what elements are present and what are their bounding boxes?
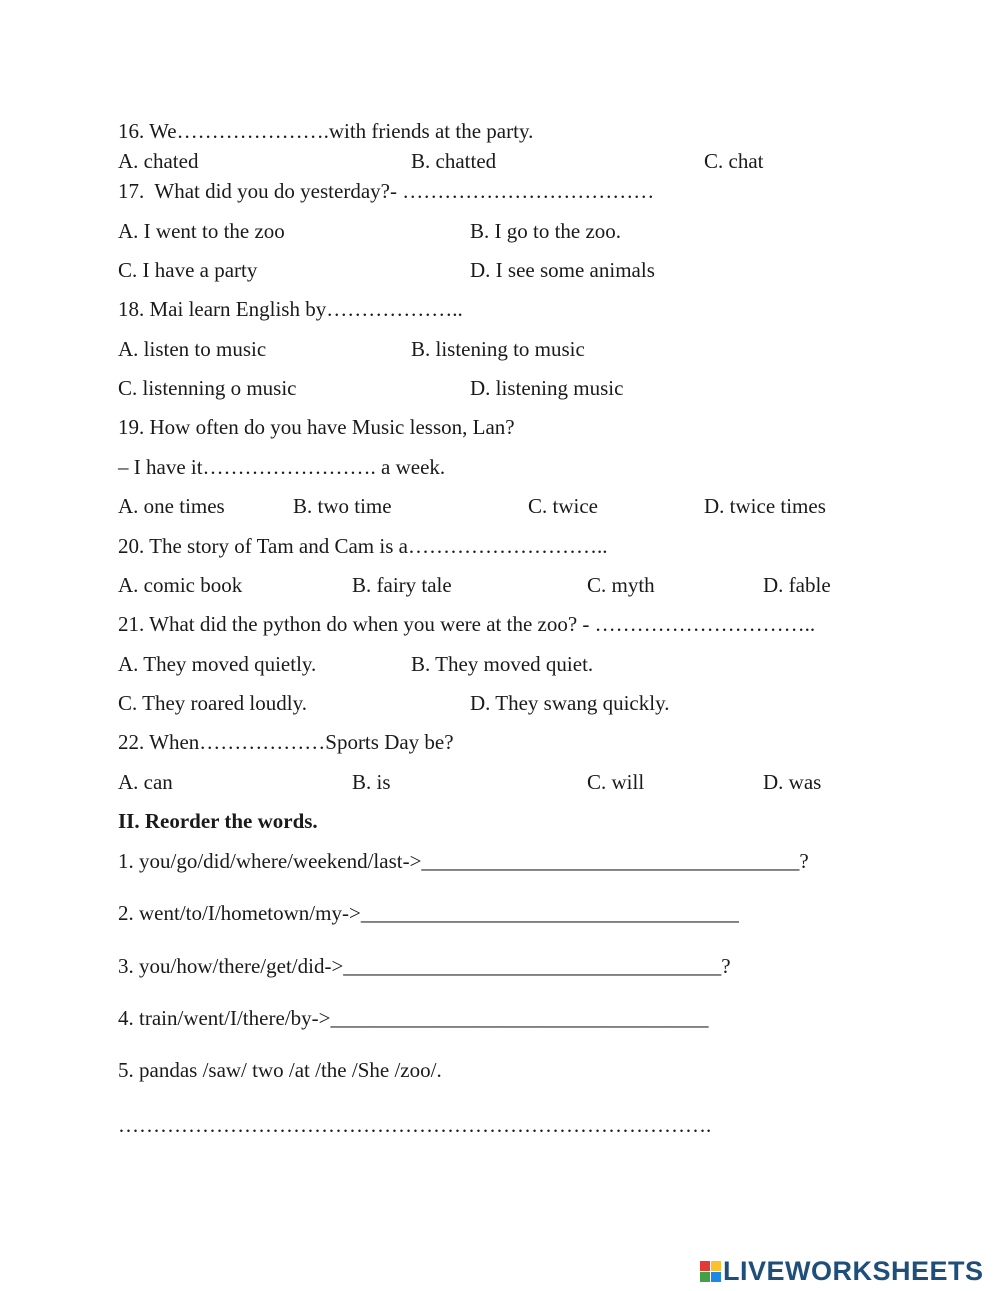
logo-square-blue [711,1272,721,1282]
reorder-item-5: 5. pandas /saw/ two /at /the /She /zoo/. [118,1058,442,1082]
q16-option-a[interactable]: A. chated [118,149,199,173]
q18-option-a[interactable]: A. listen to music [118,337,267,361]
q16-option-b[interactable]: B. chatted [411,149,497,173]
question-16-stem: 16. We………………….with friends at the party. [118,119,534,143]
q17-option-d[interactable]: D. I see some animals [470,258,655,282]
q22-option-a[interactable]: A. can [118,770,173,794]
liveworksheets-logo [700,1256,984,1286]
q19-option-c[interactable]: C. twice [528,494,598,518]
q22-option-c[interactable]: C. will [587,770,645,794]
q20-option-b[interactable]: B. fairy tale [352,573,452,597]
section-2-title: II. Reorder the words. [118,809,318,833]
q22-option-d[interactable]: D. was [763,770,822,794]
question-20-stem: 20. The story of Tam and Cam is a……………………….. [118,534,608,558]
question-22-stem: 22. When………………Sports Day be? [118,730,454,754]
logo-square-yellow [711,1261,721,1271]
q22-option-b[interactable]: B. is [352,770,391,794]
q19-option-d[interactable]: D. twice times [704,494,826,518]
question-17-stem: 17. What did you do yesterday?- ……………………………… [118,179,655,203]
q18-option-b[interactable]: B. listening to music [411,337,585,361]
reorder-item-4[interactable]: 4. train/went/I/there/by->____________________________________ [118,1006,709,1030]
q21-option-b[interactable]: B. They moved quiet. [411,652,594,676]
q16-option-c[interactable]: C. chat [704,149,764,173]
reorder-item-1[interactable]: 1. you/go/did/where/weekend/last->____________________________________? [118,849,809,873]
q19-option-a[interactable]: A. one times [118,494,225,518]
q17-option-c[interactable]: C. I have a party [118,258,258,282]
question-19-response: – I have it……………………. a week. [118,455,446,479]
question-18-stem: 18. Mai learn English by……………….. [118,297,463,321]
logo-square-red [700,1261,710,1271]
reorder-item-3[interactable]: 3. you/how/there/get/did->____________________________________? [118,954,731,978]
q19-option-b[interactable]: B. two time [293,494,392,518]
q17-option-b[interactable]: B. I go to the zoo. [470,219,622,243]
q21-option-c[interactable]: C. They roared loudly. [118,691,307,715]
q17-option-a[interactable]: A. I went to the zoo [118,219,285,243]
q20-option-c[interactable]: C. myth [587,573,655,597]
question-19-stem: 19. How often do you have Music lesson, Lan? [118,415,515,439]
q21-option-d[interactable]: D. They swang quickly. [470,691,670,715]
question-21-stem: 21. What did the python do when you were at the zoo? - ………………………….. [118,612,816,636]
q20-option-d[interactable]: D. fable [763,573,831,597]
reorder-item-5-answer-line[interactable]: …………………………………………………………………………. [118,1113,712,1137]
q20-option-a[interactable]: A. comic book [118,573,243,597]
q21-option-a[interactable]: A. They moved quietly. [118,652,317,676]
logo-square-green [700,1272,710,1282]
reorder-item-2[interactable]: 2. went/to/I/hometown/my->____________________________________ [118,901,739,925]
q18-option-c[interactable]: C. listenning o music [118,376,297,400]
liveworksheets-brand: LIVEWORKSHEETS [723,1255,984,1286]
q18-option-d[interactable]: D. listening music [470,376,624,400]
liveworksheets-logo-icon [700,1261,721,1282]
